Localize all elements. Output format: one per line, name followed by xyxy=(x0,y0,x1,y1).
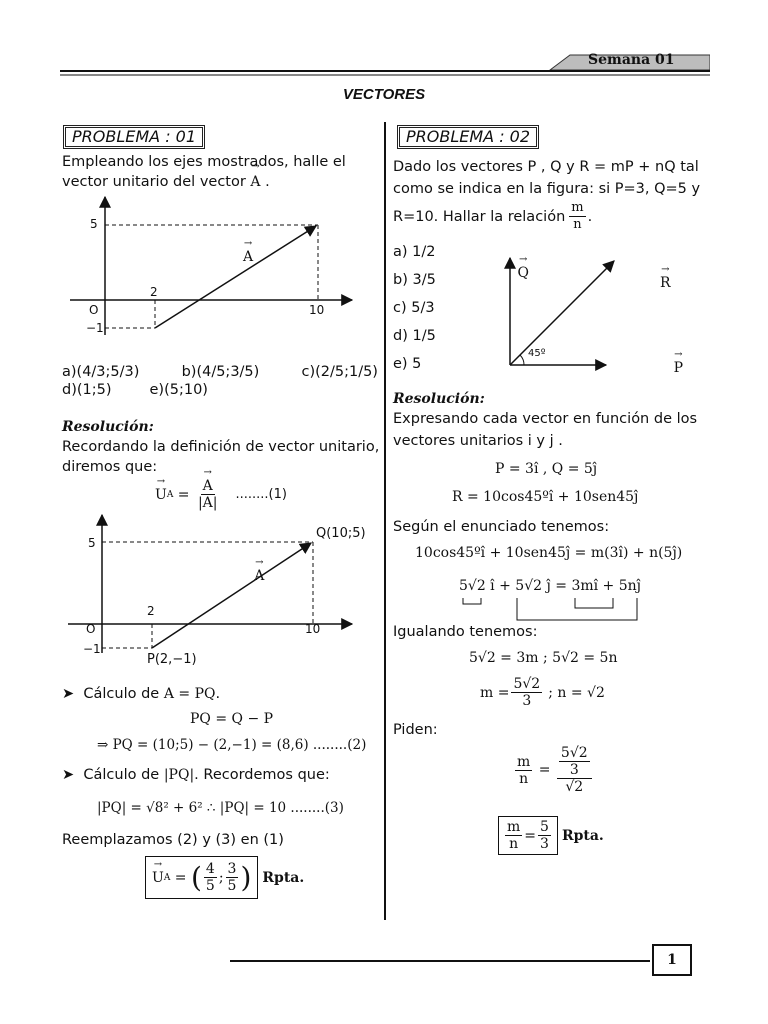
calc-pq-line2: PQ = Q − P xyxy=(190,711,274,727)
fig-label-p: → P xyxy=(674,360,683,376)
g2-label-y5: 5 xyxy=(88,536,96,550)
igualando-text: Igualando tenemos: xyxy=(393,624,538,640)
fig-angle: 45º xyxy=(528,348,546,359)
eq-igualando: 5√2 = 3m ; 5√2 = 5n xyxy=(469,650,618,666)
p1-options xyxy=(62,362,378,400)
eq-p-q: P = 3î , Q = 5ĵ xyxy=(495,461,598,477)
g1-label-x10: 10 xyxy=(309,303,325,317)
p1-resolution-text: Recordando la definición de vector unitario, diremos que: xyxy=(62,439,380,475)
problem-01-title: PROBLEMA : 01 xyxy=(63,125,205,149)
g2-label-x2: 2 xyxy=(147,604,155,618)
page-number: 1 xyxy=(652,944,692,976)
graph-2 xyxy=(60,513,360,663)
p1-rpta: Rpta. xyxy=(262,869,305,886)
g2-label-yneg: −1 xyxy=(83,642,101,656)
calc-pq-line3: ⇒ PQ = (10;5) − (2,−1) = (8,6) ........(2) xyxy=(97,737,367,753)
calc-magnitude-pq: ➤ Cálculo de |PQ|. Recordemos que: xyxy=(62,767,330,783)
p2-rpta: Rpta. xyxy=(561,827,604,844)
g1-label-x2: 2 xyxy=(150,285,158,299)
g1-label-origin: O xyxy=(89,303,99,317)
piden-text: Piden: xyxy=(393,722,438,738)
eq-enunciado: 10cos45ºî + 10sen45ĵ = m(3î) + n(5ĵ) xyxy=(415,545,683,561)
p2-statement: Dado los vectores P , Q y R = mP + nQ tal como se indica en la figura: si P=3, Q=5 y R=10. Hallar la relación $\frac{m}{n}$ . xyxy=(393,159,701,232)
option-c: c) 5/3 xyxy=(393,300,435,316)
option-b: b)(4/5;3/5) xyxy=(181,364,260,380)
g2-point-p: P(2,−1) xyxy=(147,652,197,667)
p2-resolution-label: Resolución: xyxy=(393,391,485,407)
fig-label-r: → R xyxy=(660,275,671,291)
option-b: b) 3/5 xyxy=(393,272,436,288)
eq-components-braces xyxy=(455,596,655,624)
g1-label-yneg: −1 xyxy=(86,321,104,335)
g1-label-y5: 5 xyxy=(90,217,98,231)
option-d: d) 1/5 xyxy=(393,328,436,344)
eq-unit-vector: → U A = → $\frac{A}{|A|}$ ........(1) xyxy=(155,478,287,511)
p1-statement: Empleando los ejes mostrados, halle el vector unitario del vector → A . xyxy=(62,152,378,192)
eq-ratio: $\frac{m}{n}$ = 5√2 3 √2 xyxy=(513,745,594,795)
g2-point-q: Q(10;5) xyxy=(316,526,366,541)
g2-label-origin: O xyxy=(86,622,96,636)
p2-resolution-text: Expresando cada vector en función de los vectores unitarios i y j . xyxy=(393,411,698,449)
option-c: c)(2/5;1/5) xyxy=(301,364,378,380)
g2-vector-label: → A xyxy=(254,568,264,584)
option-a: a)(4/3;5/3) xyxy=(62,364,140,380)
segun-text: Según el enunciado tenemos: xyxy=(393,519,610,535)
calc-magnitude-line2: |PQ| = √8² + 6² ∴ |PQ| = 10 ........(3) xyxy=(97,800,344,816)
option-d: d)(1;5) xyxy=(62,382,112,398)
footer-rule xyxy=(230,960,650,962)
g2-label-x10: 10 xyxy=(305,622,321,636)
week-label: Semana 01 xyxy=(588,52,675,68)
eq-components: 5√2 î + 5√2 ĵ = 3mî + 5nĵ xyxy=(459,578,642,594)
graph-1 xyxy=(60,195,360,345)
fig-label-q: → Q xyxy=(517,265,528,281)
p1-resolution-label: Resolución: xyxy=(62,419,154,435)
p1-answer: → U A = ( $\frac{4}{5}$ ; $\frac{3}{5}$ ) Rpta. xyxy=(145,856,304,899)
calc-vector-pq: ➤ Cálculo de A = PQ. xyxy=(62,686,221,702)
eq-r: R = 10cos45ºî + 10sen45ĵ xyxy=(452,489,639,505)
problem-02-title: PROBLEMA : 02 xyxy=(397,125,539,149)
g1-vector-label: → A xyxy=(243,249,253,265)
column-divider xyxy=(384,122,386,920)
eq-m-n: m = $\frac{5√2}{3}$ ; n = √2 xyxy=(480,676,605,709)
option-e: e)(5;10) xyxy=(149,382,208,398)
option-a: a) 1/2 xyxy=(393,244,436,260)
page-title: VECTORES xyxy=(342,86,426,103)
p2-answer: $\frac{m}{n}$ = $\frac{5}{3}$ Rpta. xyxy=(498,816,604,855)
p2-options xyxy=(393,242,436,382)
replace-line: Reemplazamos (2) y (3) en (1) xyxy=(62,832,284,848)
option-e: e) 5 xyxy=(393,356,422,372)
